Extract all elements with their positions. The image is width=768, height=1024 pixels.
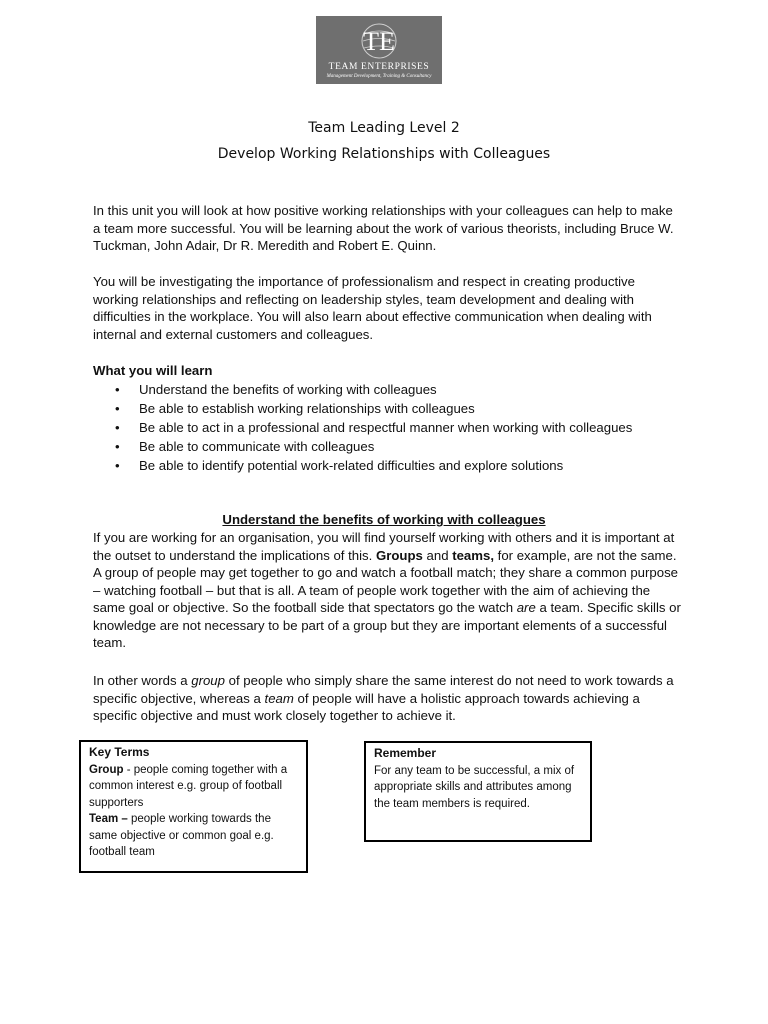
remember-heading: Remember	[374, 746, 437, 760]
list-item: • Be able to communicate with colleagues	[93, 438, 683, 456]
intro-paragraph-1: In this unit you will look at how positive working relationships with your colleagues can help to make a team more successful. You will be learning about the work of various theorists, including Bruce W. Tuckman, John Adair, Dr R. Meredith and Robert E. Quinn.	[93, 203, 674, 253]
remember-text: For any team to be successful, a mix of appropriate skills and attributes among the team members is required.	[374, 764, 575, 810]
remember-box	[364, 741, 592, 842]
learn-heading: What you will learn	[93, 363, 213, 378]
key-terms-box	[79, 740, 308, 873]
section-heading: Understand the benefits of working with colleagues	[222, 512, 546, 527]
list-item: • Understand the benefits of working with colleagues	[93, 381, 683, 399]
section-paragraph-1: If you are working for an organisation, you will find yourself working with others and it is important at the outset to understand the implications of this. Groups and teams, for example, are not the same. A group of people may get together to go and watch a football match; they share a common purpose – watching football – but that is all. A team of people work together with the aim of achieving the same goal or objective. So the football side that spectators go the watch are a team. Specific skills or knowledge are not necessary to be part of a group but they are important elements of a successful team.	[93, 530, 681, 650]
logo-monogram: TE	[363, 27, 395, 56]
key-terms-heading: Key Terms	[89, 745, 150, 759]
document-title: Team Leading Level 2	[308, 120, 460, 136]
logo-tagline: Management Development, Training & Consultancy	[326, 74, 432, 79]
learn-list	[93, 381, 683, 476]
logo-emblem	[316, 22, 442, 60]
logo-company-name: TEAM ENTERPRISES	[328, 62, 430, 72]
list-item: • Be able to establish working relationships with colleagues	[93, 400, 683, 418]
document-subtitle: Develop Working Relationships with Colleagues	[217, 146, 551, 162]
list-item: • Be able to identify potential work-related difficulties and explore solutions	[93, 457, 683, 475]
key-term-team: Team – people working towards the same objective or common goal e.g. football team	[89, 813, 274, 858]
key-term-group: Group - people coming together with a common interest e.g. group of football supporters	[89, 763, 288, 809]
list-item: • Be able to act in a professional and respectful manner when working with colleagues	[93, 419, 683, 437]
company-logo	[316, 16, 442, 84]
section-paragraph-2: In other words a group of people who simply share the same interest do not need to work towards a specific objective, whereas a team of people will have a holistic approach towards achieving a specific objective and must work closely together to achieve it.	[93, 673, 674, 723]
intro-paragraph-2: You will be investigating the importance of professionalism and respect in creating productive working relationships and reflecting on leadership styles, team development and dealing with difficulties in the workplace. You will also learn about effective communication when dealing with internal and external customers and colleagues.	[93, 274, 652, 342]
